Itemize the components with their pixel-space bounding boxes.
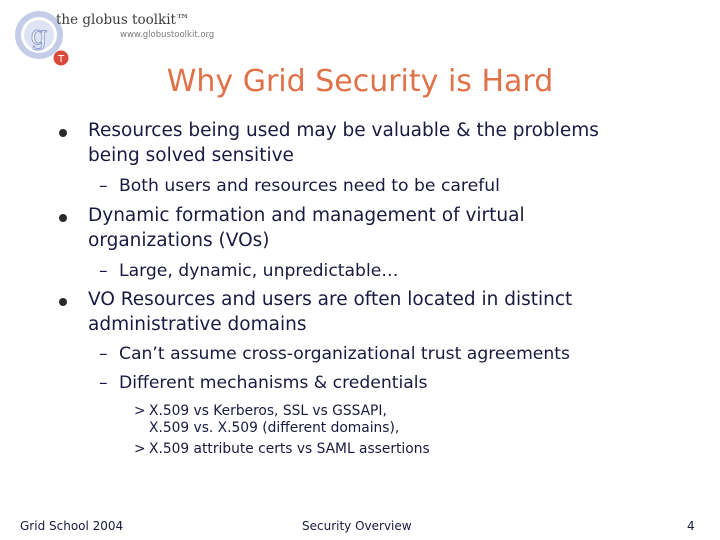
sub-bullet [99,175,500,197]
sub-bullet [99,343,570,365]
footer-center: Security Overview [302,519,412,533]
dash-icon: – [99,373,108,393]
bullet-dot-icon [59,214,67,222]
subsub-bullet-text: X.509 vs Kerberos, SSL vs GSSAPI, [149,403,387,419]
gt-icon: > [134,403,146,419]
logo-mark-letter: g [30,21,48,51]
logo-url: www.globustoolkit.org [120,30,215,40]
bullet-2-line-1: Dynamic formation and management of virtual [88,205,525,226]
logo-badge-letter: T [57,54,65,65]
dash-icon: – [99,344,108,364]
subsub-bullet [134,441,430,459]
bullet-1-line-1: Resources being used may be valuable & the problems [88,120,599,141]
bullet-dot-icon [59,298,67,306]
bullet-3-line-2: administrative domains [88,314,307,335]
bullet-1-line-2: being solved sensitive [88,145,294,166]
sub-bullet-text: Both users and resources need to be careful [119,176,500,196]
bullet-3-line-1: VO Resources and users are often located in distinct [88,289,573,310]
subsub-bullet-text: X.509 attribute certs vs SAML assertions [149,441,430,457]
bullet-dot-icon [59,129,67,137]
gt-icon: > [134,441,146,457]
sub-bullet [99,372,428,394]
sub-bullet-text: Different mechanisms & credentials [119,373,428,393]
footer-left: Grid School 2004 [20,519,124,533]
slide-title: Why Grid Security is Hard [166,64,554,99]
sub-bullet-text: Can’t assume cross-organizational trust agreements [119,344,570,364]
subsub-bullet-continuation: X.509 vs. X.509 (different domains), [149,420,400,436]
dash-icon: – [99,176,108,196]
page-number: 4 [687,519,695,533]
dash-icon: – [99,261,108,281]
sub-bullet-text: Large, dynamic, unpredictable… [119,261,399,281]
subsub-bullet [134,403,387,421]
globus-logo [6,4,236,70]
bullet-2-line-2: organizations (VOs) [88,230,270,251]
sub-bullet [99,260,399,282]
logo-name: the globus toolkit™ [56,12,190,28]
